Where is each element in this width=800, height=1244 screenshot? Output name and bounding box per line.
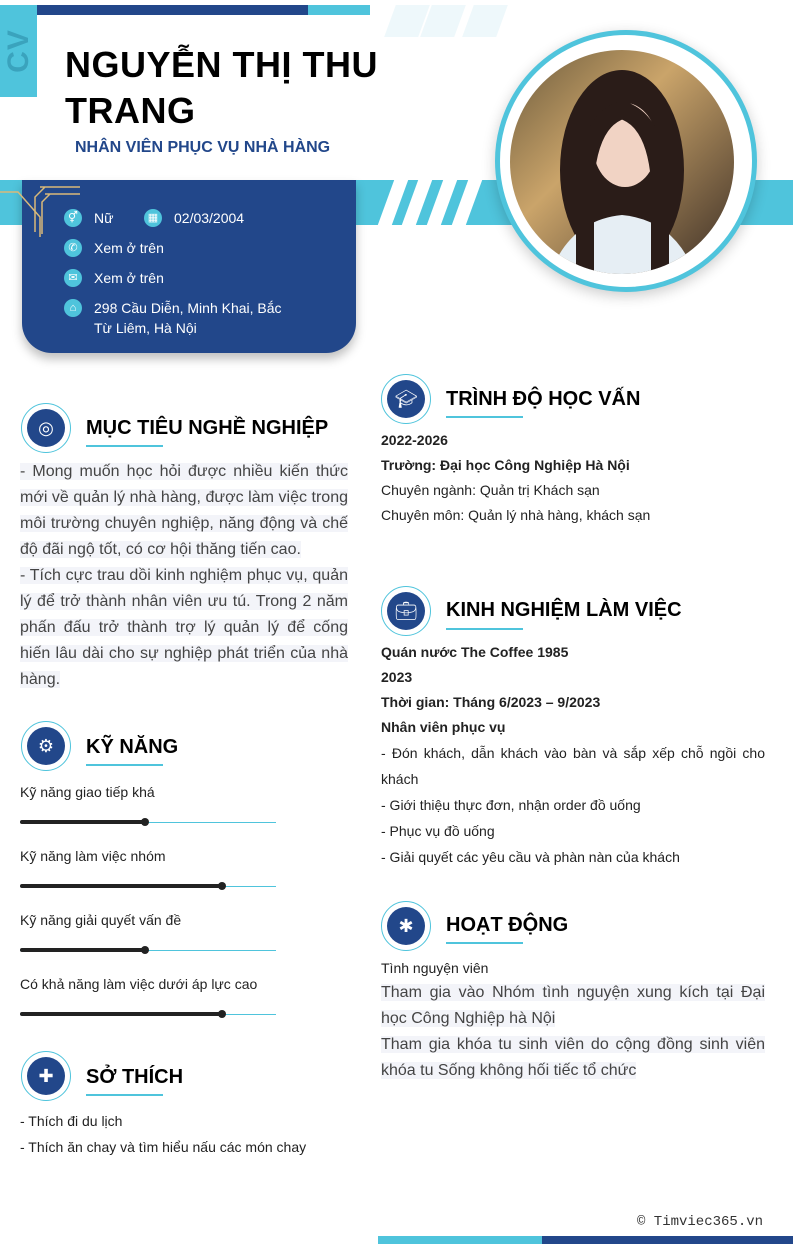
name-line: NGUYỄN THỊ THU — [65, 44, 378, 85]
avatar-photo — [510, 50, 734, 274]
puzzle-icon: ✚ — [21, 1051, 71, 1101]
email-row — [64, 268, 164, 288]
graduation-cap-icon: 🎓︎ — [381, 374, 431, 424]
skill-level-handle — [141, 946, 149, 954]
education-specialty: Chuyên môn: Quản lý nhà hàng, khách sạn — [381, 507, 651, 523]
skill-level-handle — [218, 882, 226, 890]
experience-position: Nhân viên phục vụ — [381, 719, 506, 735]
section-title-activities: HOẠT ĐỘNG — [446, 914, 569, 936]
divider — [446, 942, 523, 944]
divider — [86, 764, 163, 766]
phone-icon: ✆ — [64, 239, 82, 257]
divider — [446, 628, 523, 630]
cv-badge — [0, 5, 37, 97]
skill-label: Kỹ năng giao tiếp khá — [20, 784, 155, 800]
calendar-icon: ▦ — [144, 209, 162, 227]
footer-copyright: © Timviec365.vn — [637, 1214, 764, 1230]
experience-period: Thời gian: Tháng 6/2023 – 9/2023 — [381, 694, 601, 710]
section-title-hobbies: SỞ THÍCH — [86, 1066, 184, 1088]
activity-role: Tình nguyện viên — [381, 960, 489, 976]
phone-row — [64, 238, 164, 258]
person-icon: ✱ — [381, 901, 431, 951]
job-title: NHÂN VIÊN PHỤC VỤ NHÀ HÀNG — [75, 139, 331, 156]
section-title-objective: MỤC TIÊU NGHỀ NGHIỆP — [86, 417, 329, 439]
skill-level-bar — [20, 950, 276, 951]
briefcase-icon: 💼︎ — [381, 586, 431, 636]
skill-level-bar — [20, 1014, 276, 1015]
duty-item: - Giới thiệu thực đơn, nhận order đồ uống — [381, 797, 641, 813]
gender-value: Nữ — [94, 210, 114, 226]
activities-list — [381, 980, 765, 1084]
skill-level-fill — [20, 948, 145, 952]
hobby-item: - Thích ăn chay và tìm hiểu nấu các món chay — [20, 1139, 307, 1155]
target-icon: ◎ — [21, 403, 71, 453]
top-bar-light — [308, 5, 370, 15]
bottom-bar-light — [378, 1236, 542, 1244]
experience-company: Quán nước The Coffee 1985 — [381, 644, 569, 660]
skill-level-handle — [218, 1010, 226, 1018]
objective-text — [20, 459, 348, 693]
name-line: TRANG — [65, 90, 196, 131]
education-years: 2022-2026 — [381, 432, 448, 448]
decor — [462, 5, 508, 37]
gender-row — [64, 208, 113, 228]
divider — [86, 1094, 163, 1096]
candidate-name — [65, 42, 378, 134]
email-value: Xem ở trên — [94, 270, 164, 286]
objective-paragraph: - Mong muốn học hỏi được nhiều kiến thức mới về quản lý nhà hàng, được làm việc trong môi trường chuyên nghiệp, năng động và chế độ đãi ngộ tốt, có cơ hội thăng tiến cao. — [20, 463, 348, 558]
section-title-skills: KỸ NĂNG — [86, 736, 179, 758]
skill-label: Kỹ năng giải quyết vấn đề — [20, 912, 182, 928]
skill-level-fill — [20, 884, 222, 888]
objective-paragraph: - Tích cực trau dồi kinh nghiệm phục vụ, quản lý để trở thành nhân viên ưu tú. Trong 2 năm phấn đấu trở thành trợ lý quản lý để cống hiến lâu dài cho sự nghiệp phát triển của nhà hàng. — [20, 567, 348, 688]
phone-value: Xem ở trên — [94, 240, 164, 256]
education-details — [381, 428, 650, 528]
contact-card — [22, 180, 356, 353]
hobbies-list — [20, 1108, 306, 1160]
avatar — [510, 50, 734, 274]
address-row — [64, 298, 284, 338]
duty-item: - Phục vụ đồ uống — [381, 823, 495, 839]
dob-value: 02/03/2004 — [174, 210, 245, 226]
divider — [446, 416, 523, 418]
experience-details — [381, 640, 765, 870]
experience-year: 2023 — [381, 669, 413, 685]
hobby-item: - Thích đi du lịch — [20, 1113, 123, 1129]
duty-item: - Giải quyết các yêu cầu và phàn nàn của khách — [381, 849, 680, 865]
skill-level-fill — [20, 820, 145, 824]
email-icon: ✉ — [64, 269, 82, 287]
cv-label: CV — [1, 29, 35, 73]
skill-level-fill — [20, 1012, 222, 1016]
education-major: Chuyên ngành: Quản trị Khách sạn — [381, 482, 600, 498]
skill-level-bar — [20, 886, 276, 887]
skill-label: Có khả năng làm việc dưới áp lực cao — [20, 976, 258, 992]
activity-item: Tham gia vào Nhóm tình nguyện xung kích tại Đại học Công Nghiệp hà Nội — [381, 984, 765, 1027]
brain-gear-icon: ⚙ — [21, 721, 71, 771]
divider — [86, 445, 163, 447]
dob-row — [144, 208, 244, 228]
skill-level-bar — [20, 822, 276, 823]
section-title-education: TRÌNH ĐỘ HỌC VẤN — [446, 388, 641, 410]
bottom-bar-dark — [542, 1236, 793, 1244]
duty-item: - Đón khách, dẫn khách vào bàn và sắp xếp chỗ ngồi cho khách — [381, 745, 765, 787]
top-bar-dark — [37, 5, 308, 15]
activity-item: Tham gia khóa tu sinh viên do cộng đồng sinh viên khóa tu Sống không hối tiếc tổ chức — [381, 1036, 765, 1079]
gender-icon: ⚥ — [64, 209, 82, 227]
skill-label: Kỹ năng làm việc nhóm — [20, 848, 166, 864]
section-title-experience: KINH NGHIỆM LÀM VIỆC — [446, 599, 682, 621]
skill-level-handle — [141, 818, 149, 826]
home-icon: ⌂ — [64, 299, 82, 317]
education-school: Trường: Đại học Công Nghiệp Hà Nội — [381, 457, 630, 473]
address-value: 298 Cầu Diễn, Minh Khai, Bắc Từ Liêm, Hà Nội — [94, 300, 282, 336]
